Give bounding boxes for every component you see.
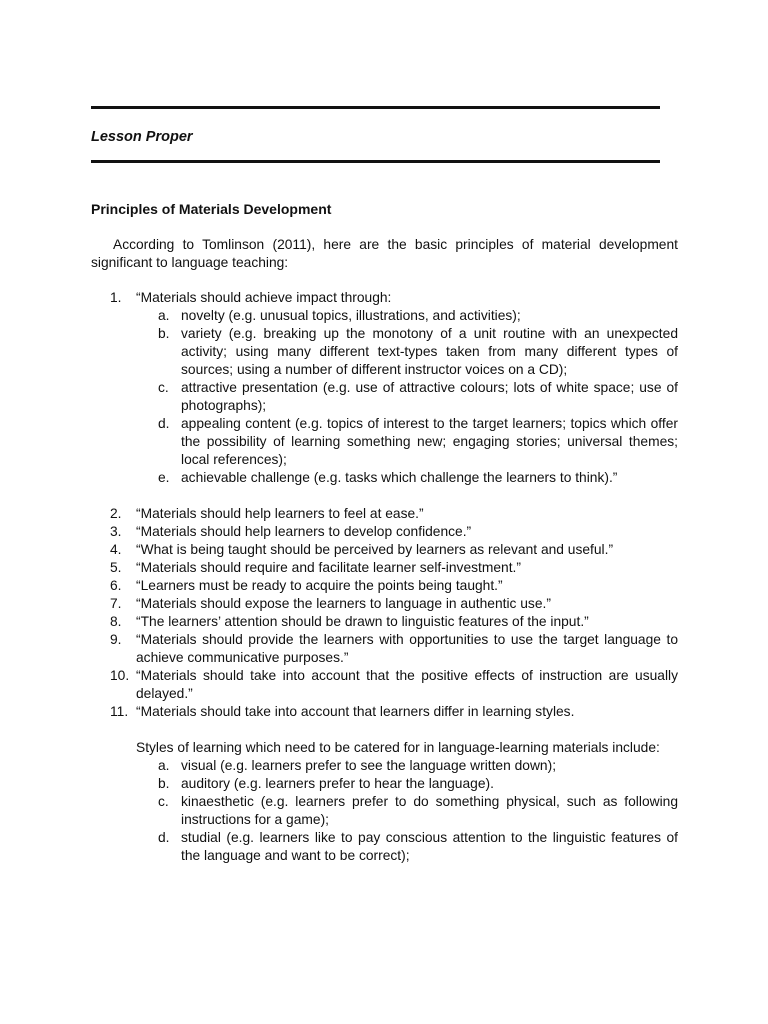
sub-item [136, 415, 678, 469]
top-rule [91, 106, 660, 109]
principle-item [0, 595, 678, 613]
principle-item [0, 559, 678, 577]
principle-text: “Materials should achieve impact through: [136, 290, 392, 305]
principle-item [0, 631, 678, 667]
principle-number: 10. [110, 668, 130, 683]
learning-style-item [136, 757, 678, 775]
principle-text: “Materials should help learners to develop confidence.” [136, 524, 472, 539]
sub-letter: b. [158, 326, 170, 341]
sub-text: visual (e.g. learners prefer to see the language written down); [181, 758, 557, 773]
learning-style-item [136, 793, 678, 829]
principle-number: 9. [110, 632, 122, 647]
sub-item [136, 379, 678, 415]
spacer [0, 721, 768, 739]
section-title: Principles of Materials Development [91, 201, 332, 217]
sub-letter: a. [158, 308, 170, 323]
principle-number: 2. [110, 506, 122, 521]
principle-item [0, 613, 678, 631]
sub-text: achievable challenge (e.g. tasks which challenge the learners to think).” [181, 470, 618, 485]
sub-letter: c. [158, 794, 169, 809]
principle-item [0, 703, 678, 721]
sub-text: kinaesthetic (e.g. learners prefer to do something physical, such as following instructions for a game); [181, 794, 678, 827]
lesson-title: Lesson Proper [91, 129, 193, 145]
principle-item [0, 523, 678, 541]
principles-list [0, 289, 768, 865]
sub-letter: e. [158, 470, 170, 485]
principle-item [0, 577, 678, 595]
principle-text: “Materials should require and facilitate learner self-investment.” [136, 560, 521, 575]
principle-text: “The learners’ attention should be drawn to linguistic features of the input.” [136, 614, 589, 629]
impact-sub-list [136, 307, 678, 487]
principle-text: “Materials should help learners to feel at ease.” [136, 506, 424, 521]
principle-text: “Materials should expose the learners to language in authentic use.” [136, 596, 551, 611]
principle-text: “Materials should provide the learners with opportunities to use the target language to achieve communicative purposes.” [136, 632, 678, 665]
learning-styles-block [0, 739, 768, 865]
principle-number: 1. [110, 290, 122, 305]
principle-item [0, 667, 678, 703]
sub-text: studial (e.g. learners like to pay conscious attention to the linguistic features of the language and want to be correct); [181, 830, 678, 863]
spacer [0, 487, 768, 505]
learning-style-item [136, 775, 678, 793]
principle-number: 7. [110, 596, 122, 611]
sub-text: appealing content (e.g. topics of interest to the target learners; topics which offer the possibility of learning something new; engaging stories; universal themes; local references); [181, 416, 678, 467]
sub-letter: c. [158, 380, 169, 395]
principle-text: “Materials should take into account that learners differ in learning styles. [136, 704, 575, 719]
principle-number: 6. [110, 578, 122, 593]
sub-letter: a. [158, 758, 170, 773]
sub-text: auditory (e.g. learners prefer to hear the language). [181, 776, 494, 791]
learning-styles-intro: Styles of learning which need to be catered for in language-learning materials include: [136, 740, 660, 755]
sub-letter: d. [158, 830, 170, 845]
principle-item [0, 541, 678, 559]
principle-number: 3. [110, 524, 122, 539]
sub-item [136, 469, 678, 487]
sub-text: novelty (e.g. unusual topics, illustrations, and activities); [181, 308, 521, 323]
sub-item [136, 325, 678, 379]
lesson-title-underline [91, 160, 660, 163]
principle-item [0, 289, 678, 487]
learning-styles-list [0, 757, 678, 865]
sub-letter: d. [158, 416, 170, 431]
principle-text: “Learners must be ready to acquire the points being taught.” [136, 578, 503, 593]
sub-item [136, 307, 678, 325]
learning-style-item [136, 829, 678, 865]
sub-text: attractive presentation (e.g. use of attractive colours; lots of white space; use of photographs); [181, 380, 678, 413]
sub-text: variety (e.g. breaking up the monotony of a unit routine with an unexpected activity; using many different text-types taken from many different types of sources; using a number of different instructor voices on a CD); [181, 326, 678, 377]
principle-item [0, 505, 678, 523]
principle-number: 8. [110, 614, 122, 629]
intro-paragraph: According to Tomlinson (2011), here are the basic principles of material development significant to language teaching: [91, 237, 678, 270]
principle-text: “Materials should take into account that the positive effects of instruction are usually delayed.” [136, 668, 678, 701]
principle-number: 11. [110, 704, 129, 719]
principle-number: 5. [110, 560, 122, 575]
principle-number: 4. [110, 542, 122, 557]
sub-letter: b. [158, 776, 170, 791]
principle-text: “What is being taught should be perceived by learners as relevant and useful.” [136, 542, 614, 557]
